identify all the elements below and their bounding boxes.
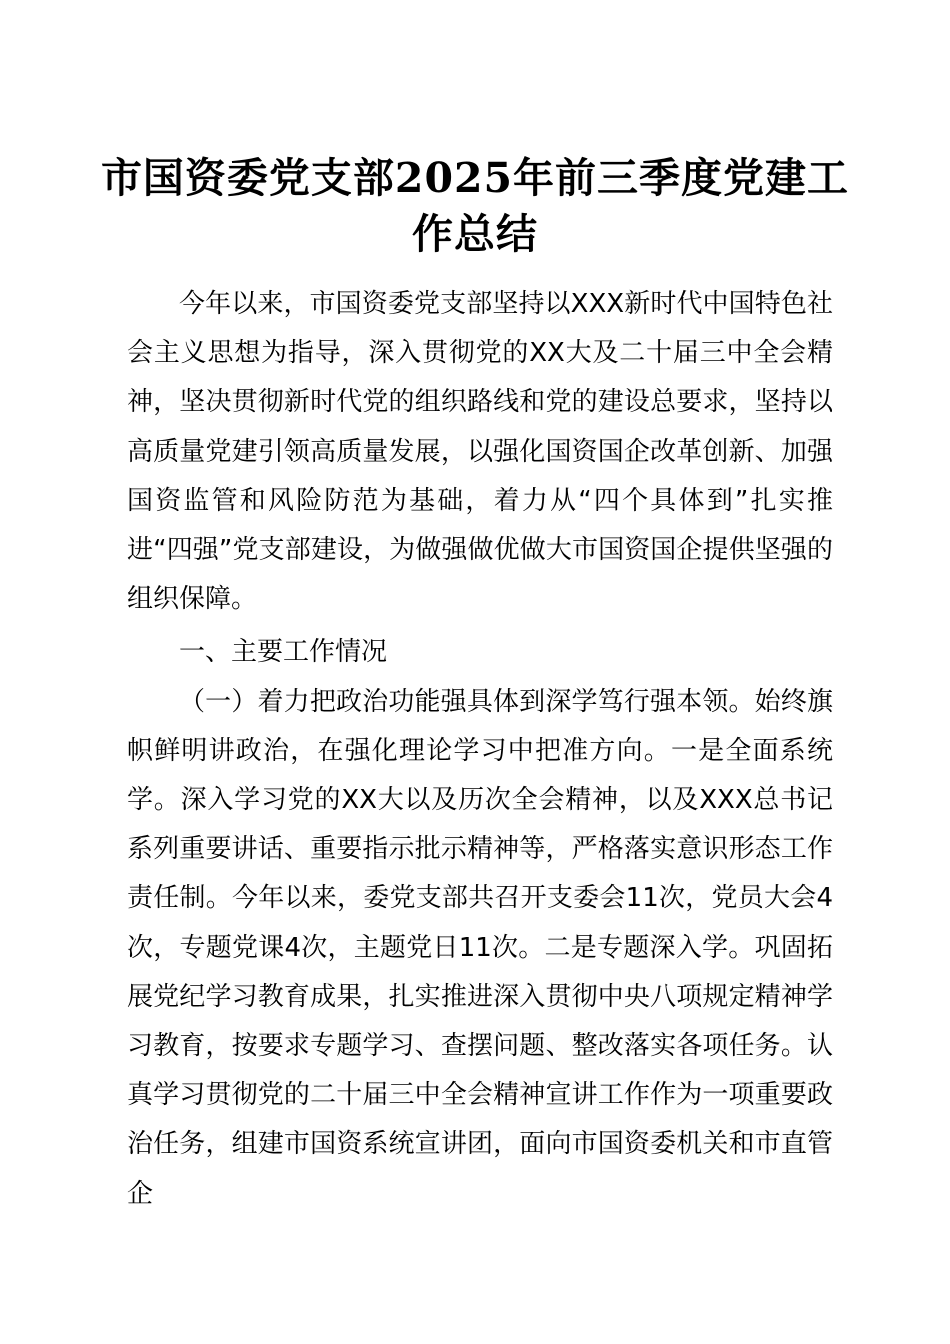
intro-paragraph: 今年以来，市国资委党支部坚持以XXX新时代中国特色社会主义思想为指导，深入贯彻党的XX大及二十届三中全会精神，坚决贯彻新时代党的组织路线和党的建设总要求，坚持以高质量党建引领高质量发展，以强化国资国企改革创新、加强国资监管和风险防范为基础，着力从“四个具体到”扎实推进“四强”党支部建设，为做强做优做大市国资国企提供坚强的组织保障。 [127,289,833,615]
document-body [127,280,833,1219]
section-heading: 一、主要工作情况 [179,637,388,668]
document-title: 市国资委党支部2025年前三季度党建工作总结 [100,154,850,258]
section-paragraph: （一）着力把政治功能强具体到深学笃行强本领。始终旗帜鲜明讲政治，在强化理论学习中把准方向。一是全面系统学。深入学习党的XX大以及历次全会精神，以及XXX总书记系列重要讲话、重要指示批示精神等，严格落实意识形态工作责任制。今年以来，委党支部共召开支委会11次，党员大会4次，专题党课4次，主题党日11次。二是专题深入学。巩固拓展党纪学习教育成果，扎实推进深入贯彻中央八项规定精神学习教育，按要求专题学习、查摆问题、整改落实各项任务。认真学习贯彻党的二十届三中全会精神宣讲工作作为一项重要政治任务，组建市国资系统宣讲团，面向市国资委机关和市直管企 [127,686,833,1209]
